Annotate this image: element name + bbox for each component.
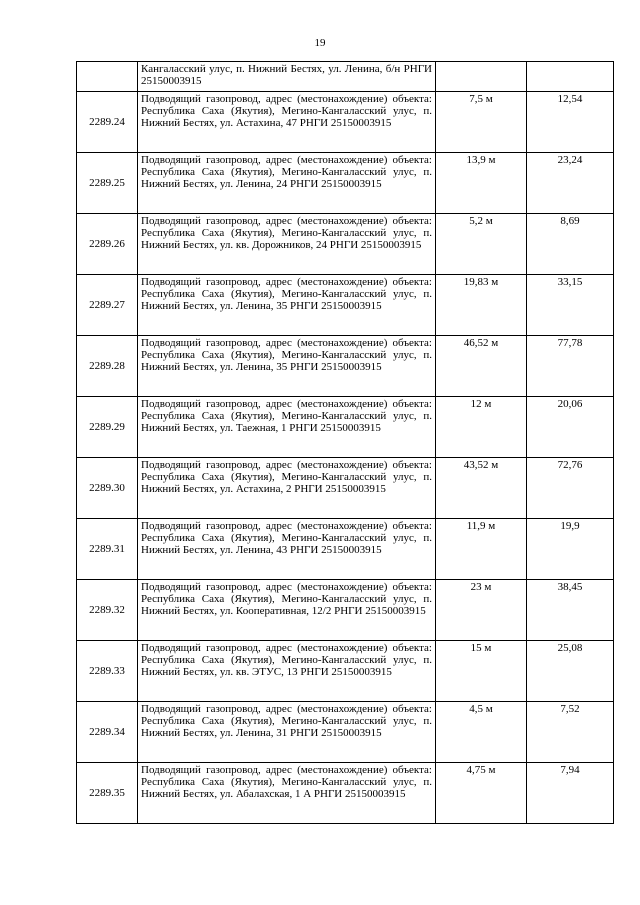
- table-row: [77, 275, 614, 336]
- row-number-cell: 2289.27: [77, 275, 138, 336]
- object-description-cell: Подводящий газопровод, адрес (местонахождение) объекта: Республика Саха (Якутия), Мегино-Кангаласский улус, п. Нижний Бестях, ул. Кооперативная, 12/2 РНГИ 25150003915: [138, 580, 436, 641]
- table-row: [77, 702, 614, 763]
- area-cell: 7,52: [527, 702, 614, 763]
- object-description-cell: Кангаласский улус, п. Нижний Бестях, ул. Ленина, б/н РНГИ 25150003915: [138, 62, 436, 92]
- row-number-cell: 2289.32: [77, 580, 138, 641]
- length-cell: 5,2 м: [436, 214, 527, 275]
- table-row: [77, 397, 614, 458]
- area-cell: 7,94: [527, 763, 614, 824]
- length-cell: 15 м: [436, 641, 527, 702]
- area-cell: 33,15: [527, 275, 614, 336]
- length-cell: 43,52 м: [436, 458, 527, 519]
- area-cell: 25,08: [527, 641, 614, 702]
- table-row: [77, 92, 614, 153]
- length-cell: 11,9 м: [436, 519, 527, 580]
- row-number-cell: 2289.25: [77, 153, 138, 214]
- area-cell: [527, 62, 614, 92]
- row-number-cell: 2289.30: [77, 458, 138, 519]
- object-description-cell: Подводящий газопровод, адрес (местонахождение) объекта: Республика Саха (Якутия), Мегино-Кангаласский улус, п. Нижний Бестях, ул. Ленина, 35 РНГИ 25150003915: [138, 336, 436, 397]
- row-number-cell: 2289.24: [77, 92, 138, 153]
- page-number: 19: [314, 37, 326, 49]
- object-description-cell: Подводящий газопровод, адрес (местонахождение) объекта: Республика Саха (Якутия), Мегино-Кангаласский улус, п. Нижний Бестях, ул. Абалахская, 1 А РНГИ 25150003915: [138, 763, 436, 824]
- length-cell: 13,9 м: [436, 153, 527, 214]
- object-description-cell: Подводящий газопровод, адрес (местонахождение) объекта: Республика Саха (Якутия), Мегино-Кангаласский улус, п. Нижний Бестях, ул. Ленина, 31 РНГИ 25150003915: [138, 702, 436, 763]
- length-cell: 12 м: [436, 397, 527, 458]
- length-cell: 4,75 м: [436, 763, 527, 824]
- row-number-cell: 2289.29: [77, 397, 138, 458]
- table-row: [77, 580, 614, 641]
- length-cell: 19,83 м: [436, 275, 527, 336]
- table-row: [77, 214, 614, 275]
- pipeline-table: [76, 61, 614, 824]
- area-cell: 20,06: [527, 397, 614, 458]
- table-row: [77, 336, 614, 397]
- row-number-cell: 2289.33: [77, 641, 138, 702]
- object-description-cell: Подводящий газопровод, адрес (местонахождение) объекта: Республика Саха (Якутия), Мегино-Кангаласский улус, п. Нижний Бестях, ул. Ленина, 43 РНГИ 25150003915: [138, 519, 436, 580]
- length-cell: 23 м: [436, 580, 527, 641]
- row-number-cell: 2289.31: [77, 519, 138, 580]
- length-cell: 7,5 м: [436, 92, 527, 153]
- area-cell: 77,78: [527, 336, 614, 397]
- object-description-cell: Подводящий газопровод, адрес (местонахождение) объекта: Республика Саха (Якутия), Мегино-Кангаласский улус, п. Нижний Бестях, ул. кв. ЭТУС, 13 РНГИ 25150003915: [138, 641, 436, 702]
- area-cell: 38,45: [527, 580, 614, 641]
- table-row: [77, 153, 614, 214]
- area-cell: 12,54: [527, 92, 614, 153]
- area-cell: 72,76: [527, 458, 614, 519]
- row-number-cell: 2289.35: [77, 763, 138, 824]
- table-row: [77, 458, 614, 519]
- row-number-cell: 2289.28: [77, 336, 138, 397]
- object-description-cell: Подводящий газопровод, адрес (местонахождение) объекта: Республика Саха (Якутия), Мегино-Кангаласский улус, п. Нижний Бестях, ул. Ленина, 35 РНГИ 25150003915: [138, 275, 436, 336]
- area-cell: 19,9: [527, 519, 614, 580]
- row-number-cell: 2289.26: [77, 214, 138, 275]
- area-cell: 23,24: [527, 153, 614, 214]
- row-number-cell: [77, 62, 138, 92]
- table-row: [77, 641, 614, 702]
- table-row: [77, 519, 614, 580]
- object-description-cell: Подводящий газопровод, адрес (местонахождение) объекта: Республика Саха (Якутия), Мегино-Кангаласский улус, п. Нижний Бестях, ул. Астахина, 2 РНГИ 25150003915: [138, 458, 436, 519]
- object-description-cell: Подводящий газопровод, адрес (местонахождение) объекта: Республика Саха (Якутия), Мегино-Кангаласский улус, п. Нижний Бестях, ул. Ленина, 24 РНГИ 25150003915: [138, 153, 436, 214]
- length-cell: [436, 62, 527, 92]
- table-row: [77, 62, 614, 92]
- length-cell: 4,5 м: [436, 702, 527, 763]
- object-description-cell: Подводящий газопровод, адрес (местонахождение) объекта: Республика Саха (Якутия), Мегино-Кангаласский улус, п. Нижний Бестях, ул. Таежная, 1 РНГИ 25150003915: [138, 397, 436, 458]
- table-row: [77, 763, 614, 824]
- length-cell: 46,52 м: [436, 336, 527, 397]
- row-number-cell: 2289.34: [77, 702, 138, 763]
- area-cell: 8,69: [527, 214, 614, 275]
- object-description-cell: Подводящий газопровод, адрес (местонахождение) объекта: Республика Саха (Якутия), Мегино-Кангаласский улус, п. Нижний Бестях, ул. Астахина, 47 РНГИ 25150003915: [138, 92, 436, 153]
- object-description-cell: Подводящий газопровод, адрес (местонахождение) объекта: Республика Саха (Якутия), Мегино-Кангаласский улус, п. Нижний Бестях, ул. кв. Дорожников, 24 РНГИ 25150003915: [138, 214, 436, 275]
